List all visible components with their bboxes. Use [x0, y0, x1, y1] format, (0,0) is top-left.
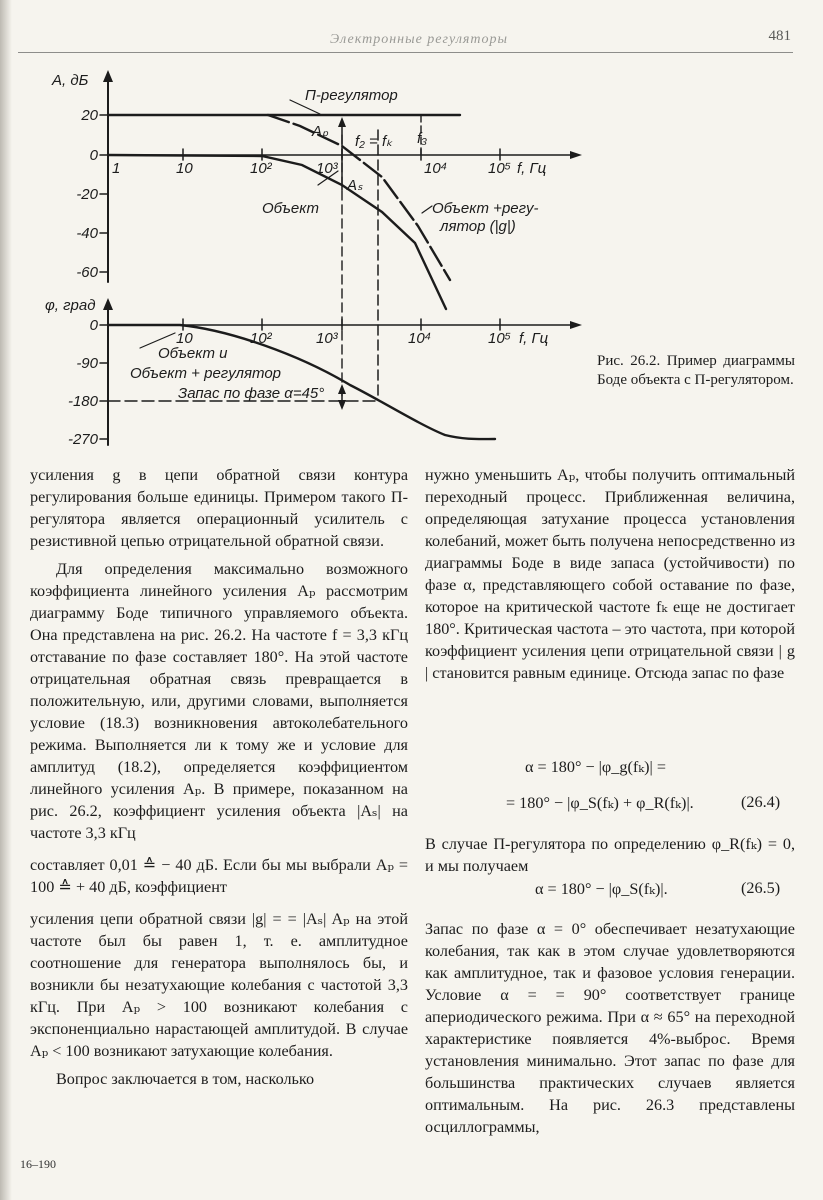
- amp-x-arrow: [570, 151, 582, 159]
- paragraph: Для определения максимально возможного коэффициента линейного усиления Aₚ рассмотрим диаграмму Боде типичного управляемого объекта. Она представлена на рис. 26.2. На частоте f = 3,3 кГц отставание по фазе составляет 180°. На этой частоте отрицательная обратная связь превращается в положительную, или, другими словами, выполняется условие (18.3) возникновения автоколебательного режима. Выполняется ли к тому же и условие для амплитуд (18.2), определяется коэффициентом линейного усиления Aₚ. В примере, показанном на рис. 26.2, коэффициент усиления объекта |Aₛ| на частоте 3,3 кГц: [30, 560, 408, 842]
- right-column-top: [425, 464, 795, 684]
- label-as: Aₛ: [347, 177, 363, 194]
- paragraph: составляет 0,01 ≙ − 40 дБ. Если бы мы выбрали Aₚ = 100 ≙ + 40 дБ, коэффициент: [30, 856, 408, 896]
- equation-26-4-line1: α = 180° − |φ_g(fₖ)| =: [525, 758, 666, 776]
- amp-ytick: 20: [81, 107, 98, 124]
- label-p-regulator: П-регулятор: [305, 87, 398, 104]
- phase-xtick: 10²: [250, 330, 272, 347]
- paragraph: В случае П-регулятора по определению φ_R(fₖ) = 0, и мы получаем: [425, 835, 795, 875]
- amp-xtick: 10: [176, 160, 193, 177]
- equation-26-5: α = 180° − |φ_S(fₖ)|.: [535, 880, 668, 898]
- label-object-reg-2: лятор (|g|): [440, 218, 516, 235]
- phase-label-2: Объект + регулятор: [130, 365, 282, 382]
- object-amplitude-curve: [108, 155, 446, 309]
- equation-number: (26.4): [741, 793, 781, 811]
- phase-ytick: -270: [67, 431, 98, 448]
- paragraph: нужно уменьшить Aₚ, чтобы получить оптимальный переходный процесс. Приближенная величина, определяющая затухание процесса установления колебаний, может быть получена непосредственно из диаграммы Боде в виде запаса (устойчивости) по фазе α, представляющего собой оставание по фазе, которое на критической частоте fₖ еще не достигает 180°. Критическая частота – это частота, при которой коэффициент усиления цепи отрицательной связи | g | становится равным единице. Отсюда запас по фазе: [425, 466, 795, 682]
- phase-xtick: 10⁴: [408, 330, 432, 347]
- paragraph: усиления g в цепи обратной связи контура регулирования больше единицы. Примером такого П-регулятора является операционный усилитель с резистивной цепью отрицательной обратной связи.: [30, 466, 408, 550]
- label-object-reg-1: Объект +регу-: [432, 200, 539, 217]
- page-number: 481: [768, 28, 791, 44]
- running-title: Электронные регуляторы: [330, 32, 509, 47]
- amp-xlabel: f, Гц: [517, 160, 547, 177]
- amp-xtick: 10²: [250, 160, 272, 177]
- phase-ytick: 0: [89, 317, 98, 334]
- label-f2-fk: f₂ = fₖ: [355, 133, 393, 150]
- phase-margin-label: Запас по фазе α=45°: [178, 385, 325, 402]
- amp-xtick: 1: [112, 160, 121, 177]
- equation-number: (26.5): [741, 879, 781, 897]
- paragraph: Вопрос заключается в том, насколько: [56, 1070, 315, 1088]
- header-rule: [18, 52, 793, 53]
- phase-xlabel: f, Гц: [519, 330, 549, 347]
- paragraph: Запас по фазе α = 0° обеспечивает незатухающие колебания, так как в этом случае удовлетворяются как амплитудное, так и фазовое условия генерации. Условие α = = 90° соответствует границе апериодического режима. При α ≈ 65° на переходной характеристике появляется 4%-выброс. Время установления минимально. Этот запас по фазе для большинства практических случаев является оптимальным. На рис. 26.3 представлены осциллограммы,: [425, 920, 795, 1136]
- phase-xtick: 10⁵: [488, 330, 511, 347]
- left-column: [30, 464, 408, 1090]
- amp-xtick: 10⁵: [488, 160, 511, 177]
- right-column-bottom: [425, 918, 795, 1138]
- amp-ytick: -60: [76, 264, 98, 281]
- amp-ytick: -40: [76, 225, 98, 242]
- label-object: Объект: [262, 200, 320, 217]
- bode-diagram: [0, 55, 823, 455]
- phase-xtick: 10: [176, 330, 193, 347]
- phase-ylabel: φ, град: [45, 297, 96, 314]
- phase-label-1: Объект и: [158, 345, 228, 362]
- equation-26-4-line2: = 180° − |φ_S(fₖ) + φ_R(fₖ)|.: [506, 794, 694, 812]
- figure-caption: Рис. 26.2. Пример диаграммы Боде объекта с П-регулятором.: [597, 353, 795, 388]
- phase-ytick: -180: [67, 393, 98, 410]
- amp-xtick: 10³: [316, 160, 338, 177]
- right-column-mid: [425, 833, 795, 877]
- phase-ytick: -90: [76, 355, 98, 372]
- phase-xtick: 10³: [316, 330, 338, 347]
- amp-xtick: 10⁴: [424, 160, 448, 177]
- label-f3: f₃: [417, 130, 428, 147]
- paragraph: усиления цепи обратной связи |g| = = |Aₛ| Aₚ на этой частоте был бы равен 1, т. е. амплитудное соотношение для генератора выполнялось бы, и возникли бы незатухающие колебания с частотой 3,3 кГц. При Aₚ > 100 возникают колебания с экспоненциально нарастающей амплитудой. В случае Aₚ < 100 возникают затухающие колебания.: [30, 910, 408, 1060]
- label-ap: Aₚ: [312, 123, 329, 140]
- signature-mark: 16–190: [20, 1157, 56, 1171]
- amp-ytick: -20: [76, 186, 98, 203]
- amp-ylabel: A, дБ: [52, 72, 89, 89]
- amp-ytick: 0: [89, 147, 98, 164]
- amp-y-arrow: [103, 70, 113, 82]
- phase-curve: [108, 325, 495, 439]
